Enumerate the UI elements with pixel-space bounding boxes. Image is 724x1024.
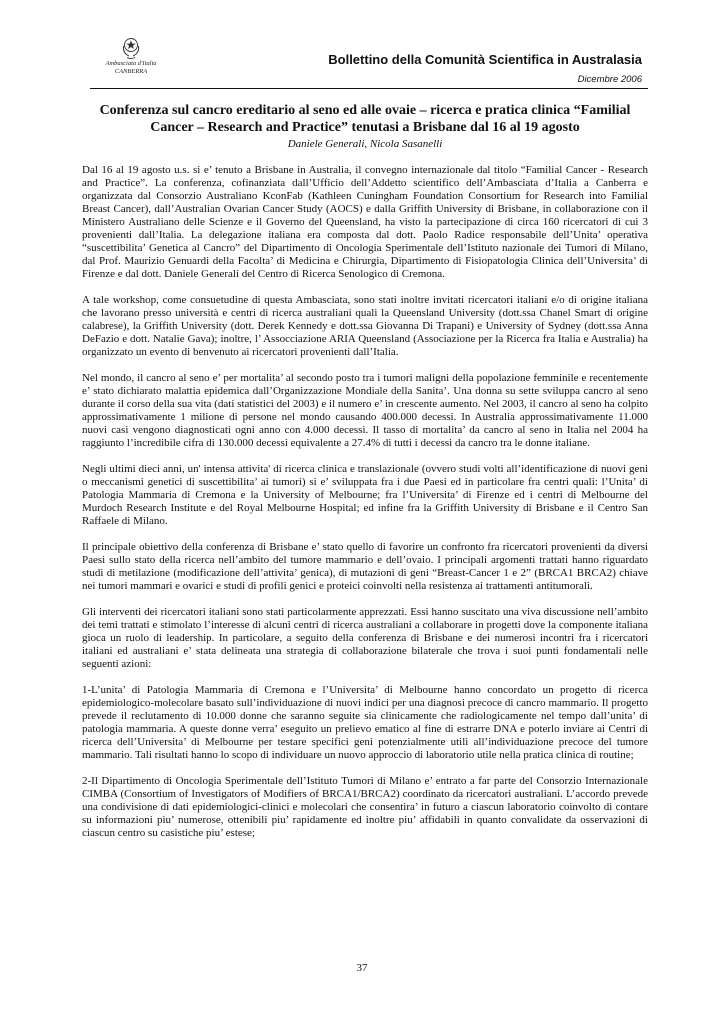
bulletin-title: Bollettino della Comunità Scientifica in Australasia (328, 52, 642, 67)
page-number: 37 (356, 962, 368, 974)
article-paragraph-5: Il principale obiettivo della conferenza di Brisbane e’ stato quello di favorire un confronto fra ricercatori provenienti da diversi Paesi sullo stato della ricerca nell’ambito del tumore mammario e dell’ovaio. I principali argomenti trattati hanno riguardato studi di metilazione (modificazione dell’attivita’ genica), di mutazioni di geni “Breast-Cancer 1 e 2” (BRCA1 BRCA2) chiave nei tumori mammari e ovarici e studi di profili genici e proteici coinvolti nella resistenza ai trattamenti antitumorali. (82, 541, 648, 592)
article-authors: Daniele Generali, Nicola Sasanelli (287, 138, 443, 150)
article-paragraph-7: 1-L’unita’ di Patologia Mammaria di Cremona e l’Universita’ di Melbourne hanno concordato un progetto di ricerca epidemiologico-molecolare basato sull’individuazione di nuovi indici per una diagnosi precoce di cancro mammario. Il progetto prevede il reclutamento di 10.000 donne che saranno seguite sia clinicamente che radiologicamente nel tempo dall’unita’ di patologia mammaria. A queste donne verra’ eseguito un prelievo ematico al fine di estrarre DNA e poterlo inviare ai Centri di ricerca dell’Universita’ di Melbourne per testare specifici geni potenzialmente utili all’individuazione precoce del tumore mammario. Tali risultati hanno lo scopo di individuare un nuovo approccio di laboratorio utile nella pratica clinica di routine; (82, 684, 648, 761)
article-paragraph-2: A tale workshop, come consuetudine di questa Ambasciata, sono stati inoltre invitati ricercatori italiani e/o di origine italiana che lavorano presso università e centri di ricerca australiani quali la Queensland University (dott.ssa Chanel Smart di origine calabrese), la Griffith University (dott. Derek Kennedy e dott.ssa Giovanna Di Trapani) e University of Sydney (dott.ssa Anna DeFazio e dott. Natalie Gava); inoltre, l’ Assocciazione ARIA Queensland (Associazione per la Ricerca fra Italia e Australia) ha organizzato un evento di benvenuto ai ricercatori provenienti dall’Italia. (82, 294, 648, 358)
embassy-emblem (100, 36, 162, 75)
article-paragraph-3: Nel mondo, il cancro al seno e’ per mortalita’ al secondo posto tra i tumori maligni della popolazione femminile e recentemente e’ stato dichiarato malattia epidemica dall’Organizzazione Mondiale della Sanita’. Una donna su sette sviluppa cancro al seno durante il corso della sua vita (dati statistici del 2003) e il numero e’ in crescente aumento. Nel 2003, il cancro al seno ha colpito approssimativamente 1 milione di persone nel mondo causando 400.000 decessi. In Australia approssimativamente 11.000 nuovi casi vengono diagnosticati ogni anno con 4.000 decessi. Il tasso di mortalita’ da cancro al seno in Italia nel 2004 ha raggiunto l’incredibile cifra di 130.000 decessi equivalente a 27.4% di tutti i decessi da cancro tra le donne italiane. (82, 372, 648, 449)
emblem-caption-line2: CANBERRA (114, 67, 148, 75)
article-paragraph-4: Negli ultimi dieci anni, un' intensa attivita' di ricerca clinica e translazionale (ovvero studi volti all’identificazione di nuovi geni o meccanismi genetici di suscettibilita’ ai tumori) si e’ sviluppata fra i due Paesi ed in particolare fra centri quali: l’Unita’ di Patologia Mammaria di Cremona e la University of Melbourne; fra l’Universita’ di Firenze ed i centri di Melbourne del Murdoch Research Institute e del Royal Melbourne Hospital; ed infine fra la Griffith University di Brisbane e il Centro San Raffaele di Milano. (82, 463, 648, 527)
article (82, 102, 648, 840)
article-paragraph-8: 2-Il Dipartimento di Oncologia Sperimentale dell’Istituto Tumori di Milano e’ entrato a far parte del Consorzio Internazionale CIMBA (Consortium of Investigators of Modifiers of BRCA1/BRCA2) coordinato da ricercatori australiani. L’accordo prevede una condivisione di dati epidemiologici-clinici e molecolari che consentira’ in futuro a ciascun laboratorio coinvolto di contare su informazioni piu’ numerose, ottenibili piu’ rapidamente ed inoltre piu’ affidabili in quanto convalidate da osservazioni di ciascun centro su casistiche piu’ estese; (82, 775, 648, 839)
italian-republic-emblem-icon (100, 36, 162, 60)
emblem-caption-line1: Ambasciata d'Italia (105, 60, 157, 67)
article-title: Conferenza sul cancro ereditario al seno ed alle ovaie – ricerca e pratica clinica “Familial Cancer – Research and Practice” tenutasi a Brisbane dal 16 al 19 agosto (99, 103, 631, 135)
article-paragraph-1: Dal 16 al 19 agosto u.s. si e’ tenuto a Brisbane in Australia, il convegno internazionale dal titolo “Familial Cancer - Research and Practice”. La conferenza, cofinanziata dall’Ufficio dell’Addetto scientifico dell’Ambasciata d’Italia a Canberra e organizzata dal Consorzio Australiano KconFab (Kathleen Cuningham Foundation Consortium for Research into Familial Breast Cancer), dall’Australian Ovarian Cancer Study (AOCS) e dalla Griffith University di Brisbane, in collaborazione con il Ministero Australiano delle Scienze e il Governo del Queensland, ha visto la partecipazione di circa 160 ricercatori di cui 3 provenienti dall’Italia. La delegazione italiana era composta dal dott. Paolo Radice responsabile dell’Unita’ operativa “suscettibilita’ Genetica al Cancro” del Dipartimento di Oncologia Sperimentale dell’Istituto nazionale dei Tumori di Milano, dal Prof. Maurizio Genuardi della Facolta’ di Medicina e Chirurgia, Dipartimento di Fisiopatologia Clinica dell’Universita’ di Firenze e dal dott. Daniele Generali del Centro di Ricerca Senologico di Cremona. (82, 164, 648, 280)
header-divider (90, 88, 648, 89)
bulletin-date: Dicembre 2006 (577, 74, 642, 85)
article-paragraph-6: Gli interventi dei ricercatori italiani sono stati particolarmente apprezzati. Essi hanno suscitato una viva discussione nell’ambito dei temi trattati e stimolato l’interesse di alcuni centri di ricerca australiani a collaborare in progetti dove la componente italiana gioca un ruolo di leadership. In particolare, a seguito della conferenza di Brisbane e dei numerosi incontri fra i ricercatori italiani ed australiani e’ stata delineata una strategia di collaborazione bilaterale che trova i suoi punti fondamentali nelle seguenti azioni: (82, 606, 648, 670)
